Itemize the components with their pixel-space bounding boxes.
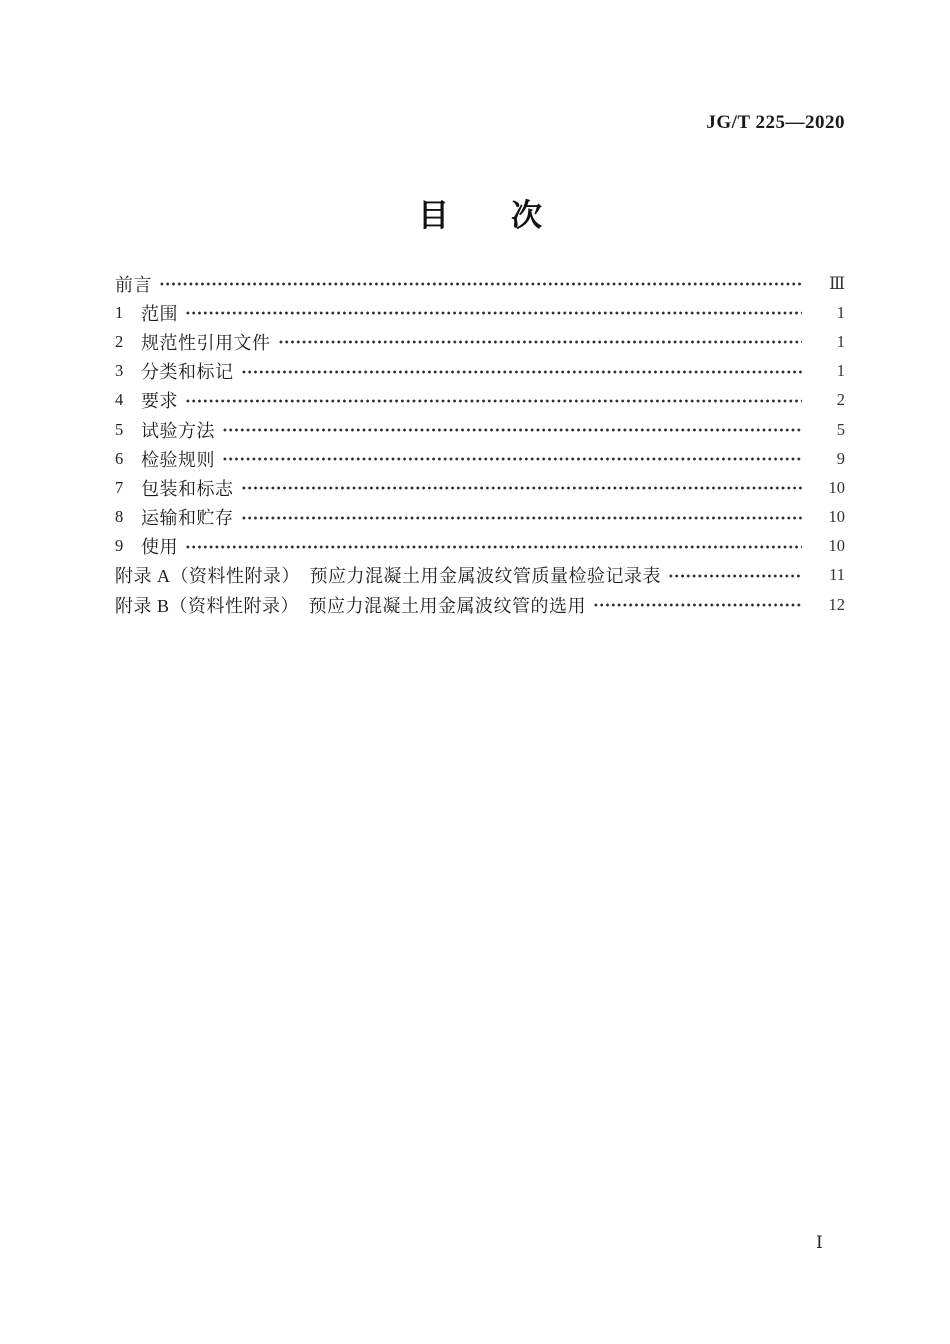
- toc-entry-number: 9: [115, 536, 124, 556]
- table-of-contents: [115, 269, 845, 619]
- toc-entry-classification: [115, 357, 845, 386]
- toc-entry-label: 前言: [115, 274, 152, 295]
- toc-entry-number: 5: [115, 419, 124, 439]
- toc-entry-label: 规范性引用文件: [141, 332, 271, 353]
- toc-entry-appendix-a: [115, 561, 845, 590]
- standard-number: JG/T 225—2020: [706, 112, 845, 133]
- dot-leader: [241, 357, 803, 386]
- toc-entry-page: 2: [836, 390, 845, 410]
- toc-entry-label: 试验方法: [141, 420, 215, 441]
- dot-leader: [159, 269, 802, 298]
- dot-leader: [593, 590, 802, 619]
- dot-leader: [222, 415, 802, 444]
- toc-entry-number: 4: [115, 390, 124, 410]
- toc-entry-label: 附录 B（资料性附录） 预应力混凝土用金属波纹管的选用: [115, 595, 587, 616]
- dot-leader: [185, 386, 802, 415]
- toc-entry-number: 3: [115, 361, 124, 381]
- toc-entry-label: 范围: [141, 303, 178, 324]
- dot-leader: [278, 327, 803, 356]
- toc-entry-packaging-marking: [115, 473, 845, 502]
- toc-entry-page: 10: [828, 477, 845, 497]
- toc-entry-page: 9: [836, 448, 845, 468]
- toc-entry-inspection-rules: [115, 444, 845, 473]
- toc-entry-appendix-b: [115, 590, 845, 619]
- toc-entry-page: Ⅲ: [829, 273, 845, 293]
- toc-entry-number: 6: [115, 448, 124, 468]
- footer-page-number: Ⅰ: [816, 1233, 823, 1252]
- dot-leader: [241, 503, 803, 532]
- dot-leader: [185, 298, 802, 327]
- toc-entry-label: 运输和贮存: [141, 508, 234, 529]
- toc-entry-label: 附录 A（资料性附录） 预应力混凝土用金属波纹管质量检验记录表: [115, 566, 661, 587]
- toc-entry-transport-storage: [115, 503, 845, 532]
- toc-entry-label: 使用: [141, 537, 178, 558]
- toc-entry-number: 7: [115, 477, 124, 497]
- toc-entry-label: 包装和标志: [141, 478, 234, 499]
- toc-entry-page: 10: [828, 507, 845, 527]
- dot-leader: [222, 444, 802, 473]
- toc-entry-foreword: [115, 269, 845, 298]
- toc-entry-page: 12: [828, 594, 845, 614]
- page-title: 目 次: [418, 198, 542, 233]
- toc-entry-normative-references: [115, 327, 845, 356]
- toc-entry-label: 检验规则: [141, 449, 215, 470]
- toc-entry-page: 5: [836, 419, 845, 439]
- dot-leader: [185, 532, 802, 561]
- toc-entry-label: 分类和标记: [141, 362, 234, 383]
- toc-entry-usage: [115, 532, 845, 561]
- toc-entry-page: 10: [828, 536, 845, 556]
- toc-entry-page: 11: [829, 565, 845, 585]
- dot-leader: [241, 473, 803, 502]
- toc-entry-page: 1: [836, 331, 845, 351]
- toc-entry-number: 8: [115, 507, 124, 527]
- toc-entry-number: 2: [115, 331, 124, 351]
- toc-entry-number: 1: [115, 302, 124, 322]
- toc-entry-test-methods: [115, 415, 845, 444]
- toc-entry-scope: [115, 298, 845, 327]
- toc-entry-label: 要求: [141, 391, 178, 412]
- toc-entry-page: 1: [836, 302, 845, 322]
- toc-entry-page: 1: [836, 361, 845, 381]
- dot-leader: [668, 561, 802, 590]
- toc-entry-requirements: [115, 386, 845, 415]
